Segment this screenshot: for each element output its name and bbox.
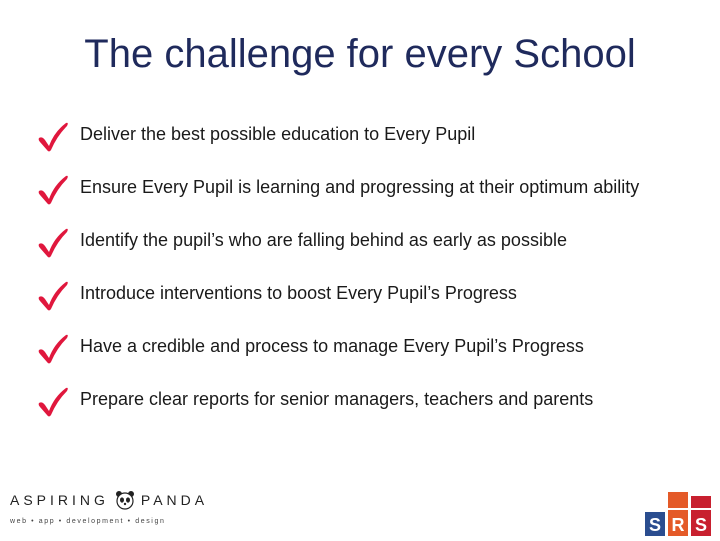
bullet-text: Identify the pupil’s who are falling behind as early as possible	[80, 230, 567, 250]
bullet-text: Prepare clear reports for senior managers, teachers and parents	[80, 389, 594, 409]
srs-letter-2: R	[671, 515, 685, 535]
bullet-text: Introduce interventions to boost Every Pupil’s Progress	[80, 283, 517, 303]
logo-tagline: web • app • development • design	[10, 518, 166, 525]
check-icon	[36, 385, 70, 417]
bullet-item	[36, 226, 720, 279]
check-icon	[36, 173, 70, 205]
bullet-list	[36, 120, 720, 438]
check-icon	[36, 226, 70, 258]
bullet-text: Ensure Every Pupil is learning and progressing at their optimum ability	[80, 177, 640, 197]
check-icon	[36, 332, 70, 364]
slide-title: The challenge for every School	[84, 32, 636, 76]
aspiring-panda-logo	[10, 490, 209, 534]
bullet-text: Have a credible and process to manage Every Pupil’s Progress	[80, 336, 584, 356]
check-icon	[36, 120, 70, 152]
bullet-item	[36, 332, 720, 385]
srs-letter-1: S	[648, 515, 662, 535]
bullet-item	[36, 120, 720, 173]
logo-word-aspiring: ASPIRING	[10, 492, 109, 508]
srs-letter-3: S	[694, 515, 708, 535]
bullet-item	[36, 385, 720, 438]
check-icon	[36, 279, 70, 311]
srs-logo	[645, 492, 711, 536]
panda-icon	[115, 490, 135, 510]
bullet-item	[36, 173, 720, 226]
logo-word-panda: PANDA	[140, 492, 209, 508]
bullet-item	[36, 279, 720, 332]
bullet-text: Deliver the best possible education to Every Pupil	[80, 124, 476, 144]
